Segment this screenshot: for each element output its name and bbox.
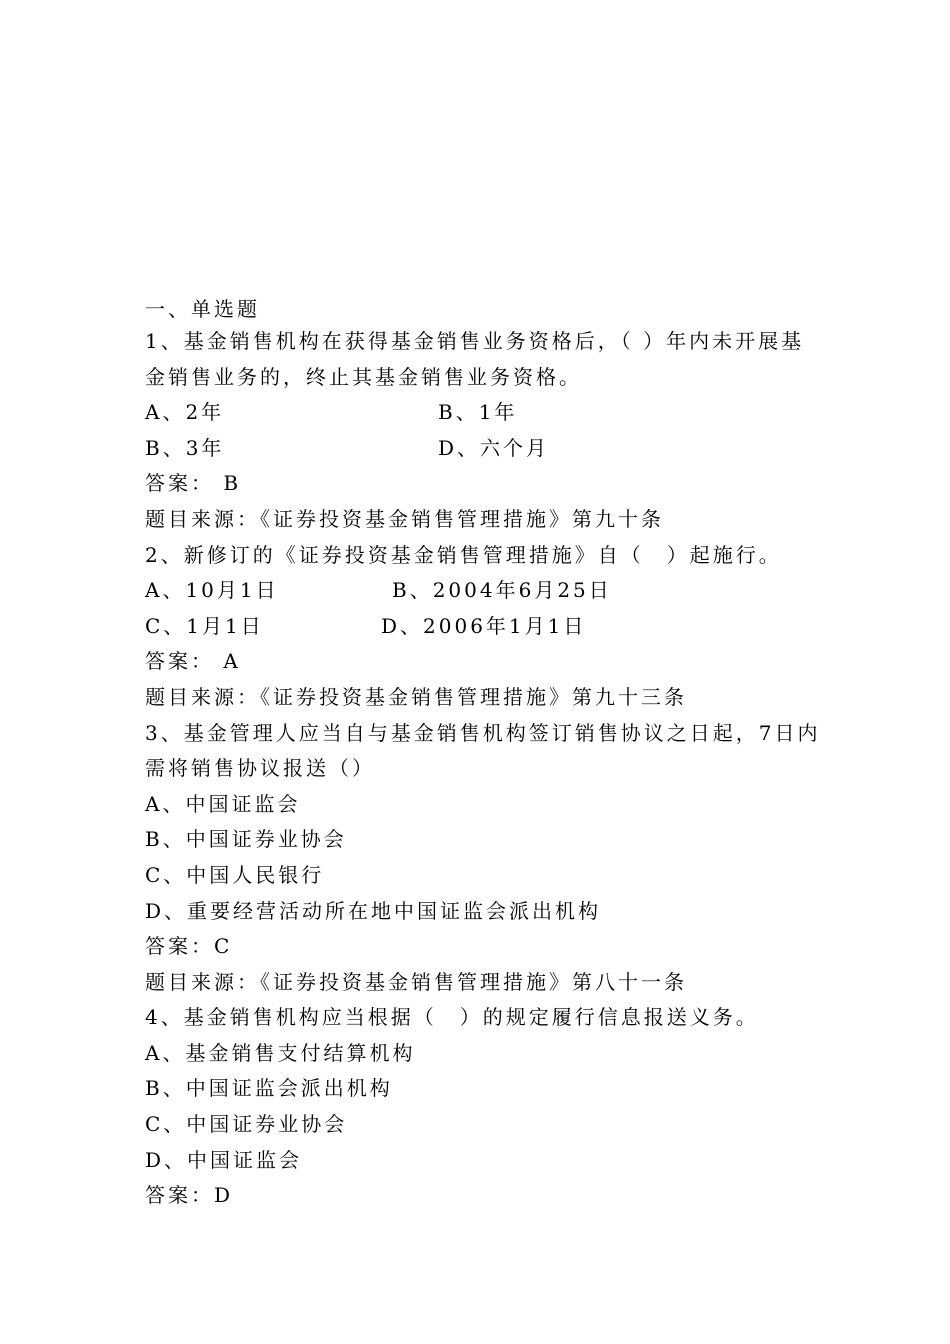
- question-4-text: 4、基金销售机构应当根据（ ）的规定履行信息报送义务。: [145, 1005, 759, 1030]
- question-4-answer: 答案：D: [145, 1183, 234, 1208]
- question-1-option-c: B、3年: [145, 435, 225, 460]
- question-2-option-a: A、10月1日: [145, 578, 279, 603]
- question-4-option-a: A、基金销售支付结算机构: [145, 1040, 416, 1065]
- question-4-option-d: D、中国证监会: [145, 1147, 303, 1172]
- question-2-options-row-1: [145, 573, 825, 609]
- question-2-options-row-2: [145, 609, 825, 645]
- question-1-source: 题目来源：《证券投资基金销售管理措施》第九十条: [145, 506, 664, 531]
- question-2-option-c: C、1月1日: [145, 613, 264, 638]
- question-1-option-d: D、六个月: [438, 435, 550, 460]
- question-2-text: 2、新修订的《证券投资基金销售管理措施》自（ ）起施行。: [145, 542, 782, 567]
- question-3-option-d: D、重要经营活动所在地中国证监会派出机构: [145, 898, 602, 923]
- question-4-option-c: C、中国证券业协会: [145, 1112, 348, 1137]
- question-3-source: 题目来源：《证券投资基金销售管理措施》第八十一条: [145, 969, 687, 994]
- question-4-option-b: B、中国证监会派出机构: [145, 1076, 393, 1101]
- section-title: 一、单选题: [145, 297, 260, 321]
- question-3-answer: 答案：C: [145, 934, 233, 959]
- question-1-option-a: A、2年: [145, 400, 225, 425]
- question-1-option-b: B、1年: [438, 400, 518, 425]
- question-3-option-b: B、中国证券业协会: [145, 827, 347, 852]
- question-2-source: 题目来源：《证券投资基金销售管理措施》第九十三条: [145, 684, 687, 709]
- question-2-answer: 答案： A: [145, 649, 241, 674]
- question-3-option-a: A、中国证监会: [145, 791, 301, 816]
- question-2-option-d: D、2006年1月1日: [381, 613, 587, 638]
- question-3-option-c: C、中国人民银行: [145, 862, 325, 887]
- question-1-answer: 答案： B: [145, 471, 242, 496]
- question-3-text: 3、基金管理人应当自与基金销售机构签订销售协议之日起，7日内需将销售协议报送（）: [145, 720, 821, 781]
- question-2-option-b: B、2004年6月25日: [392, 578, 612, 603]
- question-1-options-row-2: [145, 431, 825, 467]
- question-1-text: 1、基金销售机构在获得基金销售业务资格后，（ ）年内未开展基金销售业务的，终止其基金销售业务资格。: [145, 329, 805, 389]
- question-1-options-row-1: [145, 395, 825, 431]
- document-content: [145, 294, 825, 1214]
